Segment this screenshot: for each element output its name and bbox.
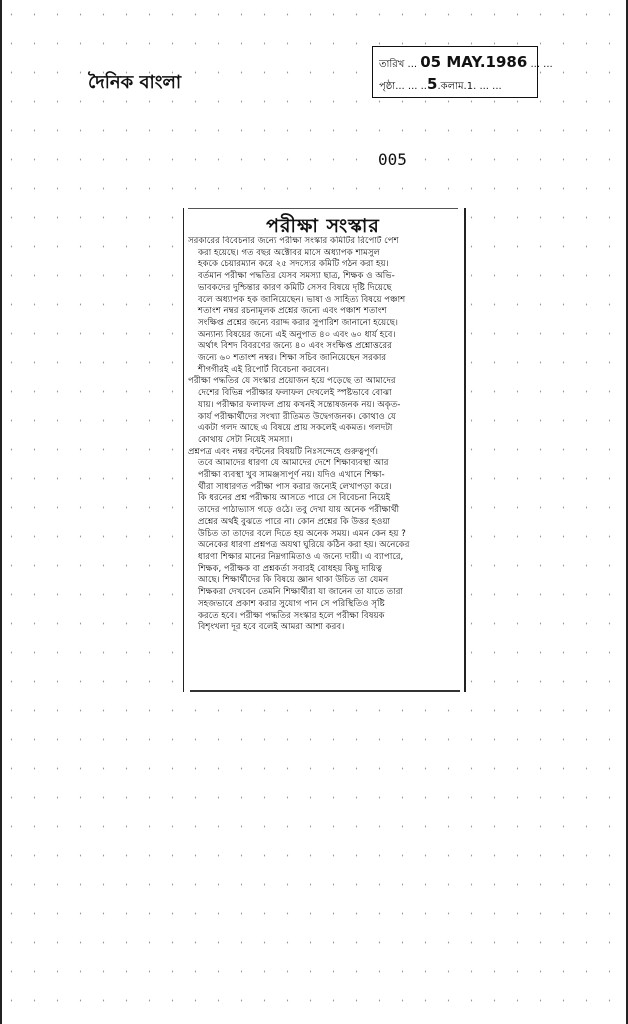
page-label: পৃষ্ঠা: [379, 81, 396, 92]
article-line: জন্যে ৬০ শতাংশ নম্বর। শিক্ষা সচিব জানিয়েছেন সরকার: [198, 353, 387, 364]
article-line: সহজভাবে প্রকাশ করার সুযোগ পান সে পরিস্থিতিও সৃষ্টি: [198, 598, 385, 609]
article-line: অনেকের ধারণা প্রশ্নপত্র অযথা ঘুরিয়ে কঠিন করা হয়। অনেকের: [198, 540, 410, 551]
stamp-page-row: পৃষ্ঠা... ... ..5.কলাম.1. ... ...: [379, 75, 502, 93]
article-line: আছে। শিক্ষার্থীদের কি বিষয়ে জ্ঞান থাকা উচিত তা যেমন: [198, 575, 389, 586]
date-value: 05 MAY.1986: [420, 53, 528, 71]
article-line: দেশের বিভিন্ন পরীক্ষার ফলাফল দেখলেই স্পষ্টভাবে বোঝা: [198, 388, 392, 399]
article-line: কি ধরনের প্রশ্ন পরীক্ষায় আসতে পারে সে বিবেচনা নিয়েই: [198, 493, 391, 504]
article-line: কার্য পরীক্ষার্থীদের সংখ্যা রীতিমত উদ্বেগজনক। কোথাও যে: [198, 411, 396, 422]
article-line: সংক্ষিপ্ত প্রশ্নের জন্যে বরাদ্দ করার সুপারিশ জানানো হয়েছে।: [198, 317, 398, 328]
article-line: অর্থাৎ বিশদ বিবরণের জন্যে ৪০ এবং সংক্ষিপ্ত প্রশ্নোত্তরের: [198, 341, 392, 352]
article-line: শিক্ষক, পরীক্ষক বা প্রশ্নকর্তা সবারই বোধহয় কিছু দায়িত্ব: [198, 563, 383, 574]
article-line: অন্যান্য বিষয়ের জন্যে এই অনুপাত ৪০ এবং ৬০ ধার্য হবে।: [198, 329, 396, 340]
article-line: কোথায় সেটা নিয়েই সমস্যা।: [198, 434, 293, 445]
article-line: উচিত তা তাদের বলে দিতে হয় অনেক সময়। এমন কেন হয় ?: [198, 528, 406, 539]
article-line: ভাবকদের দুশ্চিন্তার কারণ কমিটি সেসব বিষয়ে দৃষ্টি দিয়েছে: [198, 282, 392, 293]
article-line: করতে হবে। পরীক্ষা পদ্ধতির সংস্কার হলে পরীক্ষা বিষয়ক: [198, 610, 385, 621]
article-line: একটা গলদ আছে এ বিষয়ে প্রায় সকলেই একমত। গলদটা: [198, 423, 393, 434]
page-value: 5: [427, 75, 438, 93]
article-line: করা হয়েছে। গত বছর অক্টোবর মাসে অধ্যাপক শামসুল: [198, 247, 380, 258]
file-number: 005: [378, 150, 407, 169]
article-title: পরীক্ষা সংস্কার: [266, 215, 380, 237]
article-line: বলে অধ্যাপক হক জানিয়েছেন। ভাষা ও সাহিত্য বিষয়ে পঞ্চাশ: [198, 294, 406, 305]
article-line: প্রশ্নের অর্থই বুঝতে পারে না। কোন প্রশ্নের কি উত্তর হওয়া: [198, 516, 391, 527]
article-body: [188, 236, 460, 634]
article-line: শিক্ষকরা দেখবেন তেমনি শিক্ষার্থীরা যা জানেন তা যাতে তারা: [198, 587, 403, 598]
stamp-date-row: তারিখ ... 05 MAY.1986 ... ...: [379, 53, 553, 71]
article-line: তাদের পাঠাভ্যাস গড়ে ওঠে। তবু দেখা যায় অনেক পরীক্ষার্থী: [198, 505, 400, 516]
scan-left-edge: [0, 0, 2, 1024]
newspaper-name: দৈনিক বাংলা: [88, 72, 182, 93]
column-value: 1: [466, 81, 474, 92]
date-label: তারিখ: [379, 59, 405, 70]
clipping-top-rule: [188, 208, 458, 209]
article-line: ধারণা শিক্ষার মানের নিম্নগামিতাও এ জন্যে দায়ী। এ ব্যাপারে,: [198, 551, 404, 562]
article-line: শতাংশ নম্বর রচনামূলক প্রশ্নের জন্যে এবং পঞ্চাশ শতাংশ: [198, 306, 387, 317]
date-stamp: [372, 46, 553, 98]
column-label: কলাম: [440, 81, 464, 92]
article-line: বর্তমান পরীক্ষা পদ্ধতির যেসব সমস্যা ছাত্র, শিক্ষক ও অভি-: [198, 271, 395, 282]
article-line: যায়। পরীক্ষার ফলাফল প্রায় কখনই সন্তোষজনক নয়। অকৃত-: [198, 399, 401, 410]
article-line: প্রশ্নপত্র এবং নম্বর বন্টনের বিষয়টি নিঃসন্দেহে গুরুত্বপূর্ণ।: [188, 446, 378, 457]
clipping-bottom-rule: [190, 690, 460, 692]
article-line: তবে আমাদের ধারণা যে আমাদের দেশে শিক্ষাব্যবস্থা আর: [198, 458, 389, 469]
article-line: র্থীরা সাধারণত পরীক্ষা পাস করার জন্যেই লেখাপড়া করে।: [198, 481, 392, 492]
article-line: হককে চেয়ারম্যান করে ২৫ সদস্যের কমিটি গঠন করা হয়।: [198, 259, 389, 270]
article-line: পরীক্ষা ব্যবস্থা খুব সামঞ্জস্যপূর্ণ নয়। যদিও এখানে শিক্ষা-: [198, 470, 385, 481]
article-line: সরকারের বিবেচনার জন্যে পরীক্ষা সংস্কার কমিটির রিপোর্ট পেশ: [188, 236, 399, 246]
article-line: বিশৃংখলা দূর হবে বলেই আমরা আশা করব।: [198, 622, 345, 633]
article-line: পরীক্ষা পদ্ধতির যে সংস্কার প্রয়োজন হয়ে পড়েছে তা আমাদের: [188, 376, 396, 387]
article-line: শীগগীরই এই রিপোর্ট বিবেচনা করবেন।: [198, 364, 329, 375]
